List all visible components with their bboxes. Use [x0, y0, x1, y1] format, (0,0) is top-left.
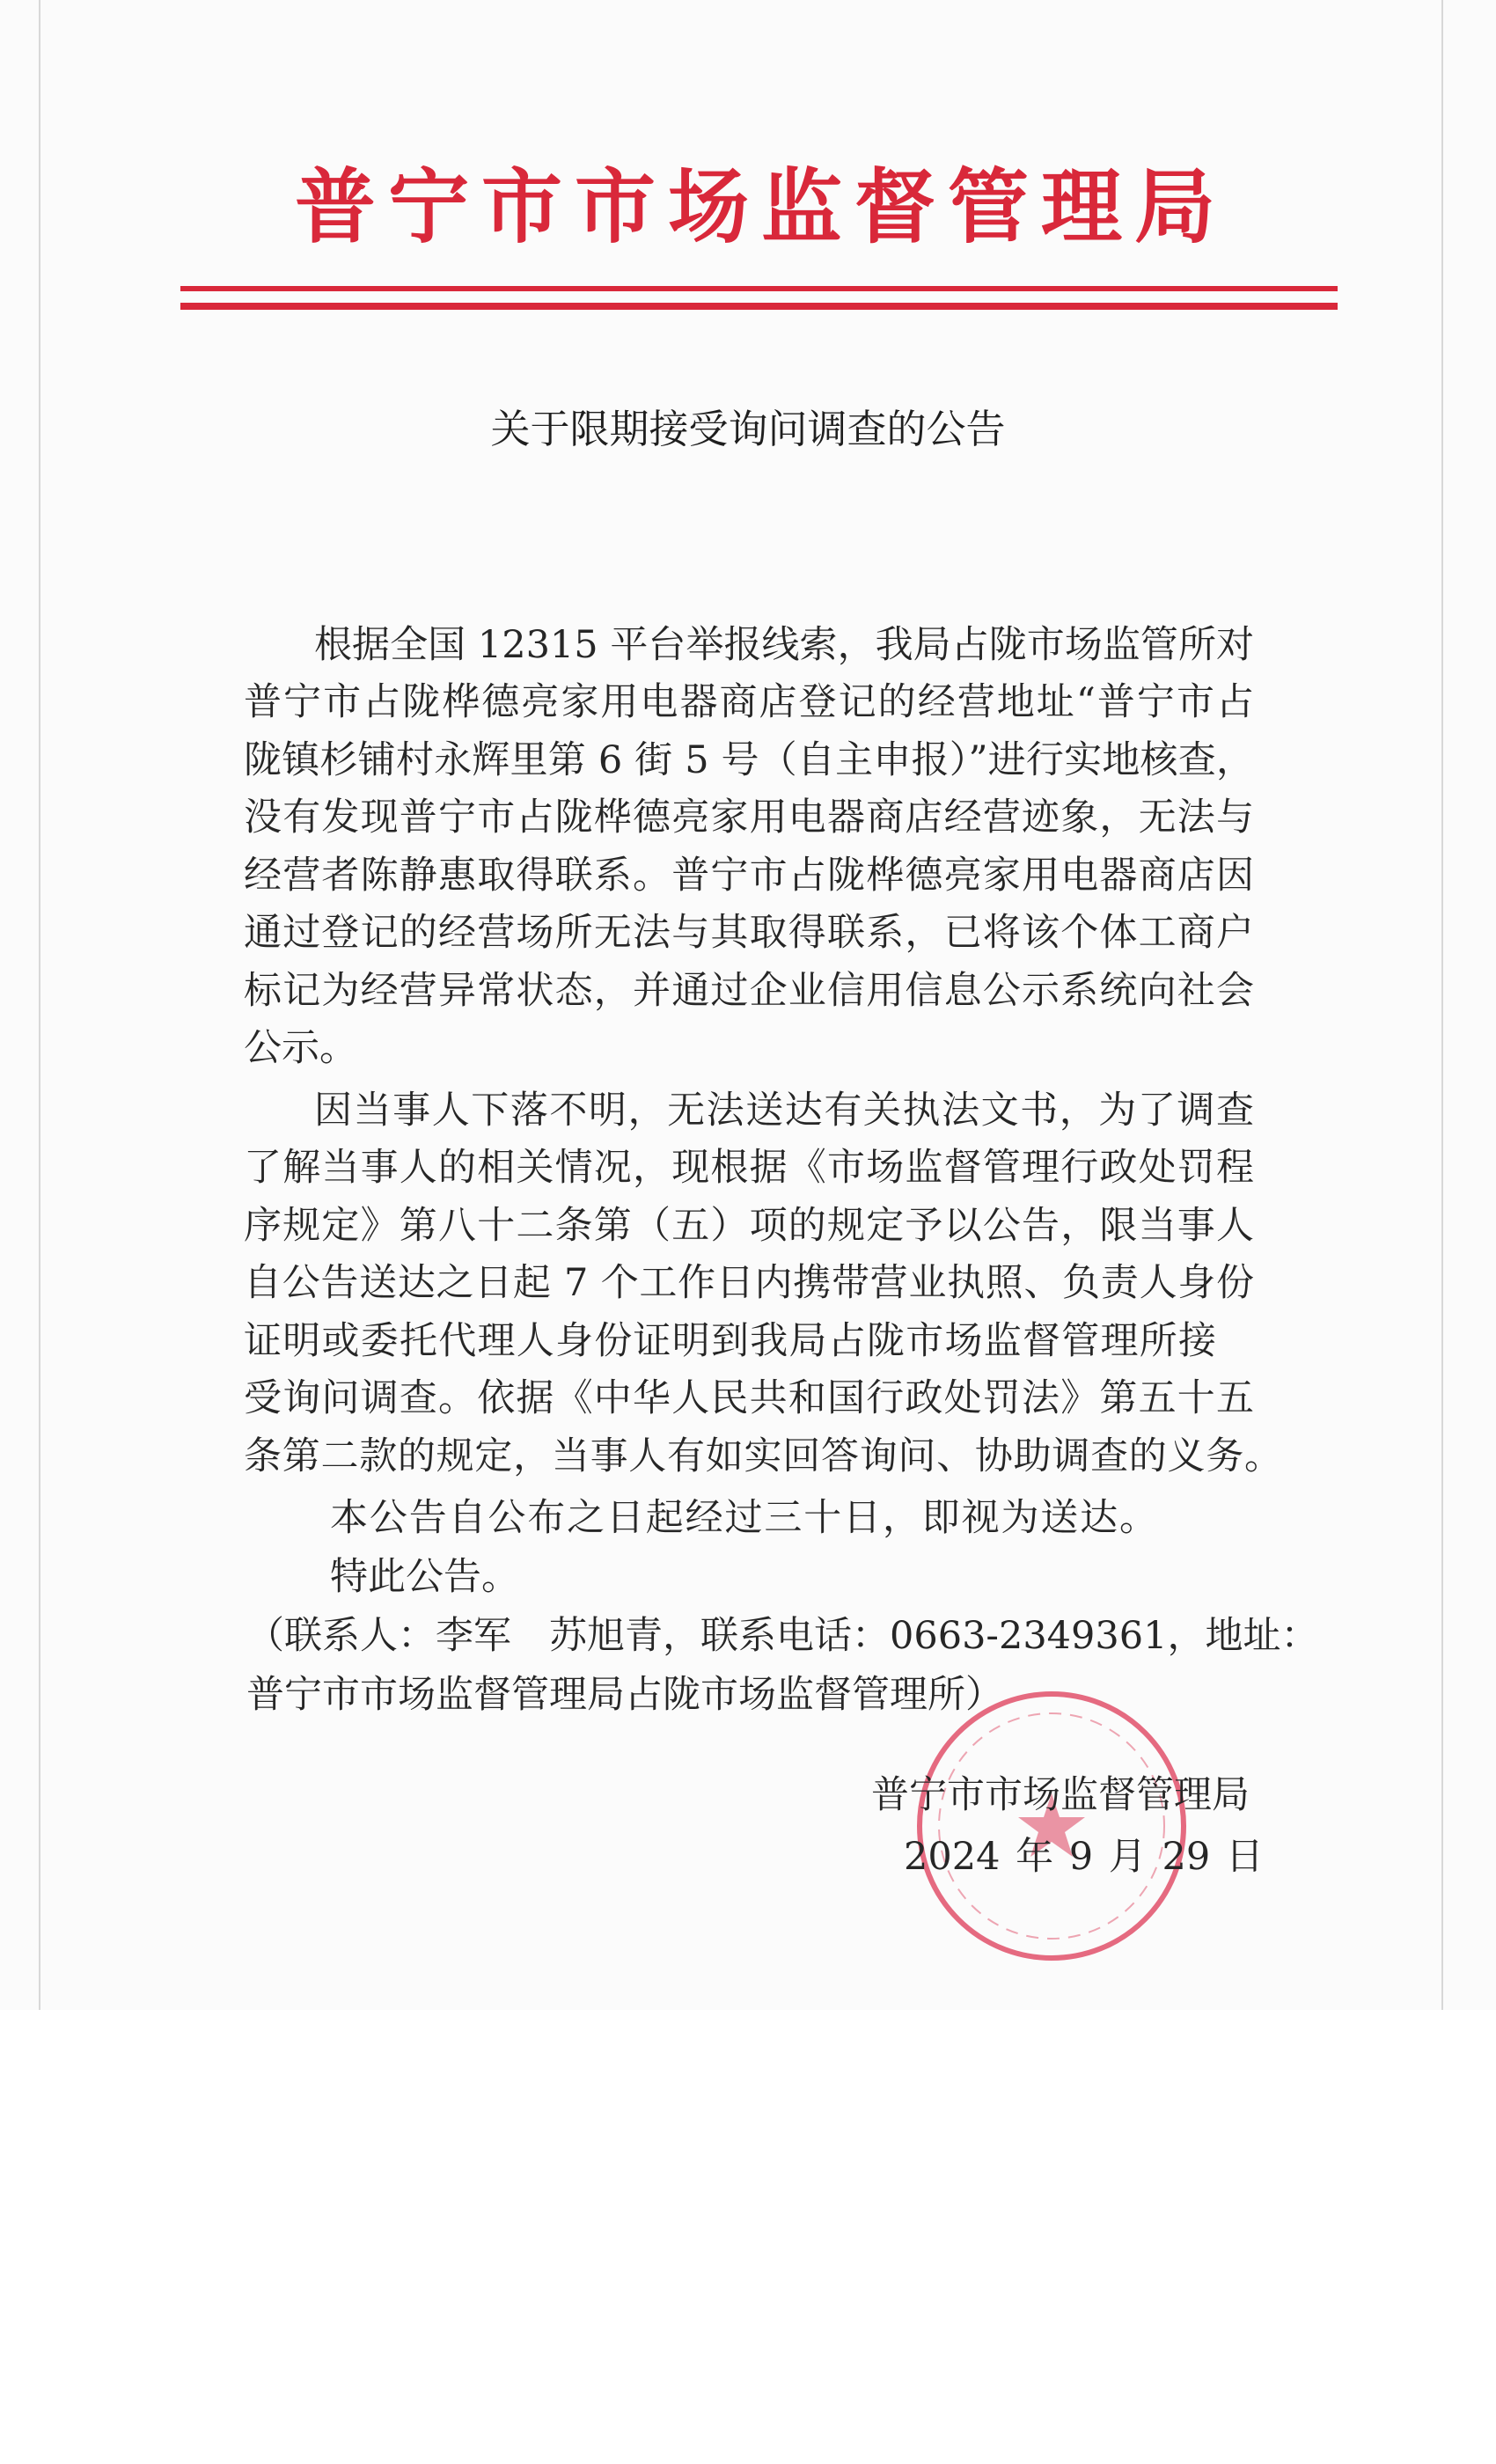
text-line: 序规定》第八十二条第（五）项的规定予以公告，限当事人 [244, 1204, 1254, 1248]
contact-line: （联系人：李军 苏旭青，联系电话：0663-2349361，地址： [246, 1614, 1319, 1658]
text-line: 经营者陈静惠取得联系。普宁市占陇桦德亮家用电器商店因 [244, 854, 1254, 898]
text-line: 标记为经营异常状态，并通过企业信用信息公示系统向社会 [244, 969, 1254, 1013]
letterhead-rule-top [180, 286, 1338, 291]
text-line: 证明或委托代理人身份证明到我局占陇市场监督管理所接 [244, 1319, 1216, 1363]
text-line: 条第二款的规定，当事人有如实回答询问、协助调查的义务。 [244, 1434, 1282, 1478]
closing-text: 特此公告。 [330, 1555, 519, 1599]
scan-edge-right [1441, 0, 1443, 2010]
text-line: 没有发现普宁市占陇桦德亮家用电器商店经营迹象，无法与 [244, 796, 1254, 840]
text-line: 根据全国 12315 平台举报线索，我局占陇市场监管所对 [314, 623, 1254, 667]
official-seal-stamp [915, 1690, 1188, 1962]
letterhead-title: 普宁市市场监督管理局 [294, 159, 1228, 254]
letterhead-rule-bottom [180, 303, 1338, 310]
text-line: 普宁市占陇桦德亮家用电器商店登记的经营地址“普宁市占 [244, 680, 1254, 724]
signature-issuer: 普宁市市场监督管理局 [871, 1773, 1250, 1817]
paragraph-3: 本公告自公布之日起经过三十日，即视为送达。 [330, 1496, 1157, 1540]
text-line: 自公告送达之日起 7 个工作日内携带营业执照、负责人身份 [244, 1261, 1254, 1305]
text-line: 因当事人下落不明，无法送达有关执法文书，为了调查 [314, 1089, 1254, 1133]
text-line: 了解当事人的相关情况，现根据《市场监督管理行政处罚程 [244, 1146, 1254, 1190]
signature-date: 2024 年 9 月 29 日 [904, 1835, 1264, 1879]
notice-subtitle: 关于限期接受询问调查的公告 [490, 406, 1006, 452]
text-line: 陇镇杉铺村永辉里第 6 街 5 号（自主申报）”进行实地核查， [244, 738, 1254, 782]
text-line: 公示。 [244, 1026, 357, 1070]
text-line: 受询问调查。依据《中华人民共和国行政处罚法》第五十五 [244, 1376, 1254, 1420]
scan-edge-left [39, 0, 40, 2010]
text-line: 通过登记的经营场所无法与其取得联系，已将该个体工商户 [244, 911, 1254, 955]
contact-line: 普宁市市场监督管理局占陇市场监督管理所） [246, 1673, 1003, 1717]
